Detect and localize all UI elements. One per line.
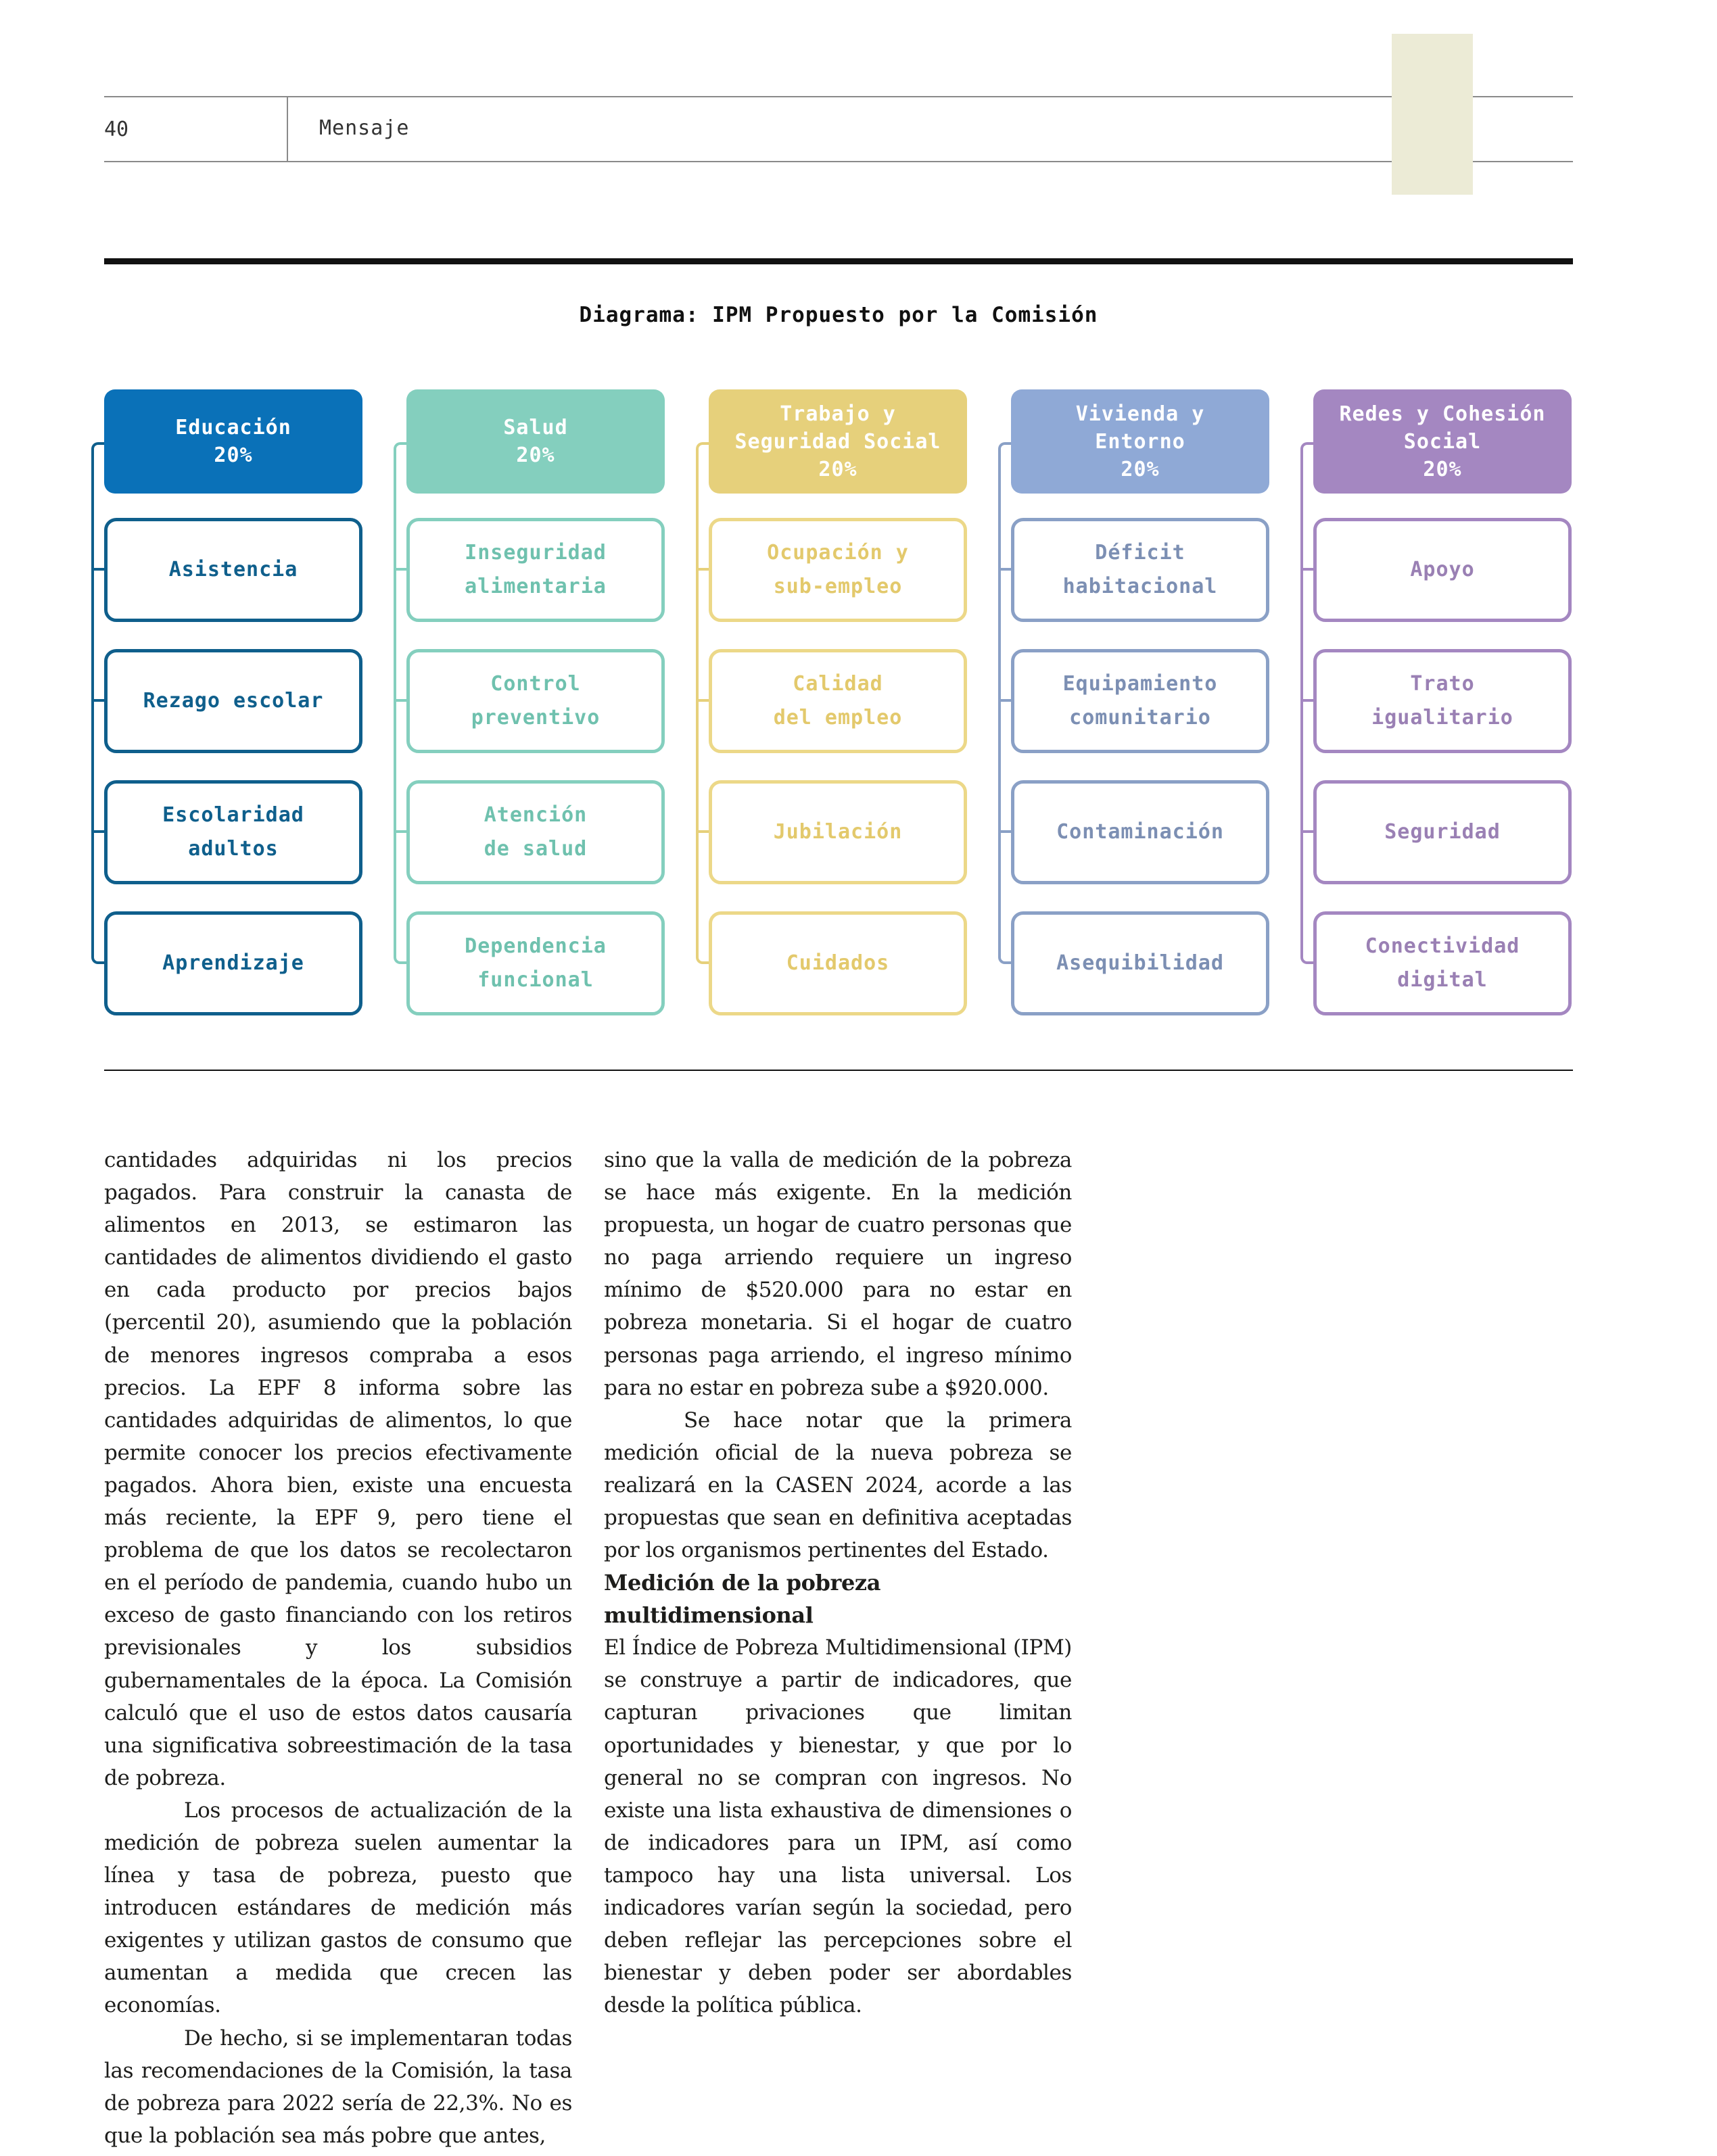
dimension-weight: 20% xyxy=(516,444,555,467)
dimension-redes xyxy=(1313,389,1572,1018)
dimension-educacion xyxy=(104,389,362,1018)
body-column-right xyxy=(604,1144,1072,2021)
bracket-tick xyxy=(696,830,709,833)
bracket-tick xyxy=(998,830,1011,833)
header-bottom-rule xyxy=(104,161,1573,162)
section-name: Mensaje xyxy=(319,116,410,140)
bracket-tick xyxy=(394,699,406,702)
dimension-weight: 20% xyxy=(1121,457,1160,481)
dimension-vivienda xyxy=(1011,389,1269,1018)
indicator-box: Equipamiento comunitario xyxy=(1011,649,1269,753)
indicator-box: Inseguridad alimentaria xyxy=(406,518,665,622)
bracket-tick xyxy=(696,699,709,702)
bracket-tick xyxy=(91,699,104,702)
bracket-tick xyxy=(998,699,1011,702)
indicator-box: Trato igualitario xyxy=(1313,649,1572,753)
diagram-bottom-rule xyxy=(104,1070,1573,1071)
body-column-left xyxy=(104,1144,572,2152)
dimension-header xyxy=(406,389,665,494)
indicator-box: Jubilación xyxy=(709,780,967,884)
paragraph: cantidades adquiridas ni los precios pagados. Para construir la canasta de alimentos en 2013, se estimaron las cantidades de alimentos dividiendo el gasto en cada producto por precios bajos (percentil 20), asumiendo que la población de menores ingresos compraba a esos precios. La EPF 8 informa sobre las cantidades adquiridas de alimentos, lo que permite conocer los precios efectivamente pagados. Ahora bien, existe una encuesta más reciente, la EPF 9, pero tiene el problema de que los datos se recolectaron en el período de pandemia, cuando hubo un exceso de gasto financiando con los retiros previsionales y los subsidios gubernamentales de la época. La Comisión calculó que el uso de estos datos causaría una significativa sobreestimación de la tasa de pobreza. xyxy=(104,1148,572,1790)
header-divider xyxy=(287,97,288,162)
dimension-bracket xyxy=(394,442,406,964)
indicator-box: Aprendizaje xyxy=(104,911,362,1015)
indicator-box: Dependencia funcional xyxy=(406,911,665,1015)
bracket-tick xyxy=(91,830,104,833)
bracket-tick xyxy=(998,568,1011,571)
chapter-tab-marker xyxy=(1392,34,1473,195)
diagram-top-rule xyxy=(104,258,1573,264)
bracket-tick xyxy=(394,568,406,571)
bracket-tick xyxy=(696,568,709,571)
dimension-weight: 20% xyxy=(214,444,253,467)
dimension-weight: 20% xyxy=(818,457,857,481)
paragraph: Los procesos de actualización de la medición de pobreza suelen aumentar la línea y tasa de pobreza, puesto que introducen estándares de medición más exigentes y utilizan gastos de consumo que aumentan a medida que crecen las economías. xyxy=(104,1798,572,2018)
dimension-title: Trabajo y Seguridad Social xyxy=(734,402,941,454)
dimension-header xyxy=(1313,389,1572,494)
section-subheading: Medición de la pobreza multidimensional xyxy=(604,1570,881,1629)
indicator-box: Cuidados xyxy=(709,911,967,1015)
paragraph: Se hace notar que la primera medición oficial de la nueva pobreza se realizará en la CASEN 2024, acorde a las propuestas que sean en definitiva aceptadas por los organismos pertinentes del Estado. xyxy=(604,1408,1072,1563)
header-top-rule xyxy=(104,96,1573,97)
dimension-bracket xyxy=(998,442,1011,964)
dimension-title: Educación xyxy=(175,416,291,439)
indicator-box: Asistencia xyxy=(104,518,362,622)
paragraph: El Índice de Pobreza Multidimensional (IPM) se construye a partir de indicadores, que capturan privaciones que limitan oportunidades y bienestar, y que por lo general no se compran con ingresos. No existe una lista exhaustiva de dimensiones o de indicadores para un IPM, así como tampoco hay una lista universal. Los indicadores varían según la sociedad, pero deben reflejar las percepciones sobre el bienestar y deben poder ser abordables desde la política pública. xyxy=(604,1635,1072,2018)
dimension-header xyxy=(709,389,967,494)
indicator-box: Atención de salud xyxy=(406,780,665,884)
indicator-box: Asequibilidad xyxy=(1011,911,1269,1015)
dimension-trabajo xyxy=(709,389,967,1018)
dimension-bracket xyxy=(696,442,709,964)
page-number: 40 xyxy=(104,118,129,141)
dimension-title: Redes y Cohesión Social xyxy=(1339,402,1546,454)
paragraph: De hecho, si se implementaran todas las recomendaciones de la Comisión, la tasa de pobreza para 2022 sería de 22,3%. No es que la población sea más pobre que antes, xyxy=(104,2026,572,2148)
indicator-box: Apoyo xyxy=(1313,518,1572,622)
bracket-tick xyxy=(1300,699,1313,702)
indicator-box: Rezago escolar xyxy=(104,649,362,753)
dimension-bracket xyxy=(91,442,104,964)
indicator-box: Contaminación xyxy=(1011,780,1269,884)
indicator-box: Escolaridad adultos xyxy=(104,780,362,884)
indicator-box: Déficit habitacional xyxy=(1011,518,1269,622)
bracket-tick xyxy=(1300,830,1313,833)
diagram-title: Diagrama: IPM Propuesto por la Comisión xyxy=(579,303,1098,327)
indicator-box: Seguridad xyxy=(1313,780,1572,884)
bracket-tick xyxy=(1300,568,1313,571)
bracket-tick xyxy=(394,830,406,833)
dimension-weight: 20% xyxy=(1423,457,1462,481)
indicator-box: Calidad del empleo xyxy=(709,649,967,753)
dimension-title: Vivienda y Entorno xyxy=(1075,402,1205,454)
dimension-header xyxy=(1011,389,1269,494)
dimension-header xyxy=(104,389,362,494)
dimension-salud xyxy=(406,389,665,1018)
dimension-title: Salud xyxy=(503,416,568,439)
indicator-box: Ocupación y sub-empleo xyxy=(709,518,967,622)
indicator-box: Conectividad digital xyxy=(1313,911,1572,1015)
bracket-tick xyxy=(91,568,104,571)
indicator-box: Control preventivo xyxy=(406,649,665,753)
paragraph: sino que la valla de medición de la pobreza se hace más exigente. En la medición propuesta, un hogar de cuatro personas que no paga arriendo requiere un ingreso mínimo de $520.000 para no estar en pobreza monetaria. Si el hogar de cuatro personas paga arriendo, el ingreso mínimo para no estar en pobreza sube a $920.000. xyxy=(604,1148,1072,1400)
dimension-bracket xyxy=(1300,442,1313,964)
